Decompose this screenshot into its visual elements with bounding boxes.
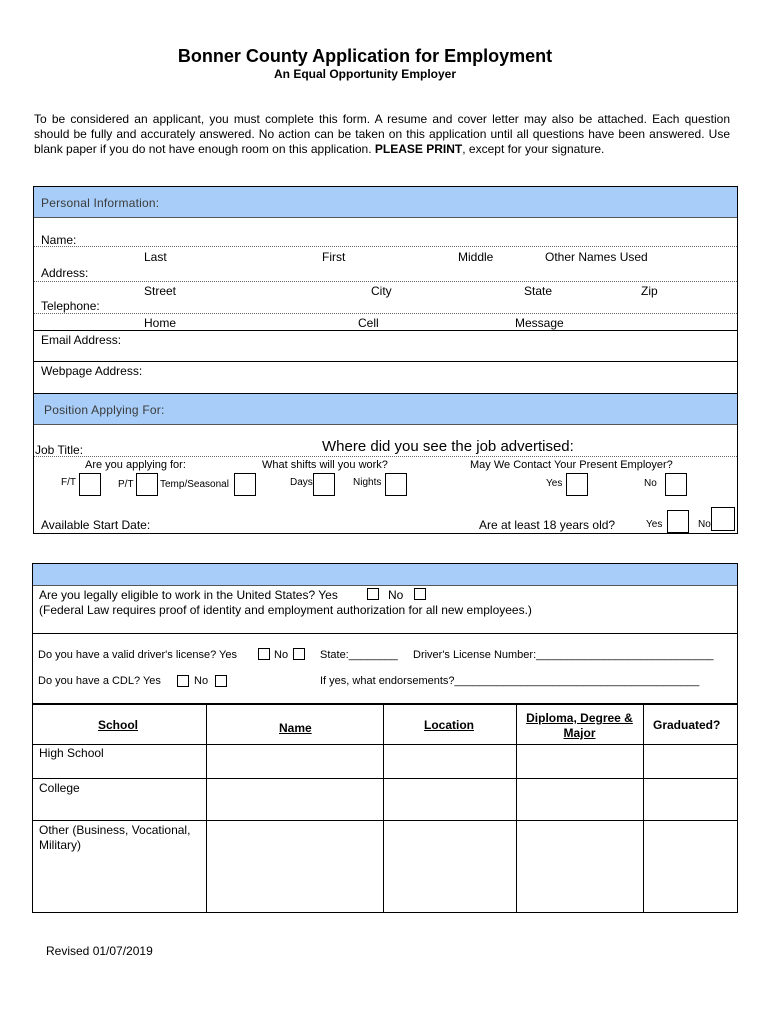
cdl-no-label: No: [194, 675, 209, 687]
eligibility-band: [33, 564, 737, 586]
address-state-caption: State: [524, 284, 553, 298]
days-label: Days: [290, 477, 313, 488]
contact-no-label: No: [644, 478, 657, 489]
telephone-field-line[interactable]: [34, 313, 737, 314]
contact-yes-checkbox[interactable]: [566, 473, 588, 496]
contact-no-checkbox[interactable]: [665, 473, 687, 496]
education-row-college: College: [39, 781, 80, 795]
education-header-name: Name: [279, 721, 312, 735]
intro-text: To be considered an applicant, you must complete this form. A resume and cover letter may also be attached. Each question should be fully and accurately answered. No action can be taken on this application until all questions have been answered. Use blank paper if you do not have enough room on this application.: [34, 112, 730, 156]
name-field-line[interactable]: [34, 246, 737, 247]
applying-for-label: Are you applying for:: [85, 459, 186, 471]
webpage-label: Webpage Address:: [41, 364, 143, 378]
education-col-divider: [383, 705, 384, 912]
age-no-checkbox[interactable]: [711, 507, 735, 531]
education-header-location: Location: [424, 718, 474, 732]
address-label: Address:: [41, 266, 89, 280]
telephone-home-caption: Home: [144, 316, 177, 330]
license-yes-checkbox[interactable]: [258, 648, 270, 660]
address-field-line[interactable]: [34, 281, 737, 282]
education-top-border: [33, 703, 737, 705]
page-title: Bonner County Application for Employment: [177, 46, 553, 66]
job-title-field-line[interactable]: [34, 456, 737, 457]
temp-checkbox[interactable]: [234, 473, 256, 496]
revised-date: Revised 01/07/2019: [46, 944, 153, 958]
divider: [33, 633, 737, 634]
license-no-checkbox[interactable]: [293, 648, 305, 660]
name-last-caption: Last: [144, 250, 167, 264]
email-label: Email Address:: [41, 333, 122, 347]
education-row-other: Other (Business, Vocational, Military): [39, 823, 191, 852]
intro-emphasis: PLEASE PRINT: [374, 142, 463, 156]
advertised-label: Where did you see the job advertised:: [322, 438, 574, 455]
temp-label: Temp/Seasonal: [160, 479, 229, 490]
address-city-caption: City: [371, 284, 392, 298]
nights-checkbox[interactable]: [385, 473, 407, 496]
license-state-field[interactable]: State:________: [320, 649, 398, 661]
education-row-high-school: High School: [39, 746, 104, 760]
cdl-no-checkbox[interactable]: [215, 675, 227, 687]
personal-info-label: Personal Information:: [41, 196, 160, 210]
education-row-divider: [33, 744, 737, 745]
divider: [34, 361, 737, 362]
intro-paragraph: [34, 112, 730, 157]
days-checkbox[interactable]: [313, 473, 335, 496]
license-number-field[interactable]: Driver's License Number:_____________________________: [413, 649, 714, 661]
license-no-label: No: [274, 649, 289, 661]
nights-label: Nights: [353, 477, 382, 488]
age-label: Are at least 18 years old?: [479, 518, 616, 532]
eligibility-note: (Federal Law requires proof of identity and employment authorization for all new employees.): [39, 603, 532, 617]
license-question: Do you have a valid driver's license? Yes: [38, 649, 237, 661]
pt-checkbox[interactable]: [136, 473, 158, 496]
job-title-label: Job Title:: [35, 443, 84, 457]
education-col-divider: [643, 705, 644, 912]
education-header-school: School: [98, 718, 139, 732]
name-middle-caption: Middle: [458, 250, 494, 264]
telephone-label: Telephone:: [41, 299, 100, 313]
address-street-caption: Street: [144, 284, 177, 298]
eligibility-no-checkbox[interactable]: [414, 588, 426, 600]
shifts-label: What shifts will you work?: [262, 459, 388, 471]
age-yes-label: Yes: [646, 519, 663, 530]
cdl-question: Do you have a CDL? Yes: [38, 675, 161, 687]
name-other-caption: Other Names Used: [545, 250, 648, 264]
name-first-caption: First: [322, 250, 346, 264]
contact-yes-label: Yes: [546, 478, 563, 489]
start-date-label: Available Start Date:: [41, 518, 151, 532]
contact-employer-label: May We Contact Your Present Employer?: [470, 459, 673, 471]
eligibility-question: Are you legally eligible to work in the United States? Yes: [39, 588, 338, 602]
education-header-diploma: Diploma, Degree & Major: [526, 711, 633, 740]
telephone-message-caption: Message: [515, 316, 564, 330]
education-row-divider: [33, 820, 737, 821]
intro-tail: , except for your signature.: [462, 142, 605, 156]
divider: [34, 330, 737, 331]
age-no-label: No: [698, 519, 711, 530]
position-label: Position Applying For:: [44, 403, 165, 417]
ft-checkbox[interactable]: [79, 473, 101, 496]
education-row-divider: [33, 778, 737, 779]
ft-label: F/T: [61, 477, 76, 488]
pt-label: P/T: [118, 479, 134, 490]
address-zip-caption: Zip: [641, 284, 658, 298]
education-col-divider: [206, 705, 207, 912]
eligibility-yes-checkbox[interactable]: [367, 588, 379, 600]
page-subtitle: An Equal Opportunity Employer: [273, 67, 456, 81]
age-yes-checkbox[interactable]: [667, 510, 689, 533]
education-header-graduated: Graduated?: [653, 718, 721, 732]
endorsements-field[interactable]: If yes, what endorsements?________________________________________: [320, 675, 700, 687]
telephone-cell-caption: Cell: [358, 316, 379, 330]
cdl-yes-checkbox[interactable]: [177, 675, 189, 687]
eligibility-no-label: No: [388, 588, 404, 602]
name-label: Name:: [41, 233, 77, 247]
